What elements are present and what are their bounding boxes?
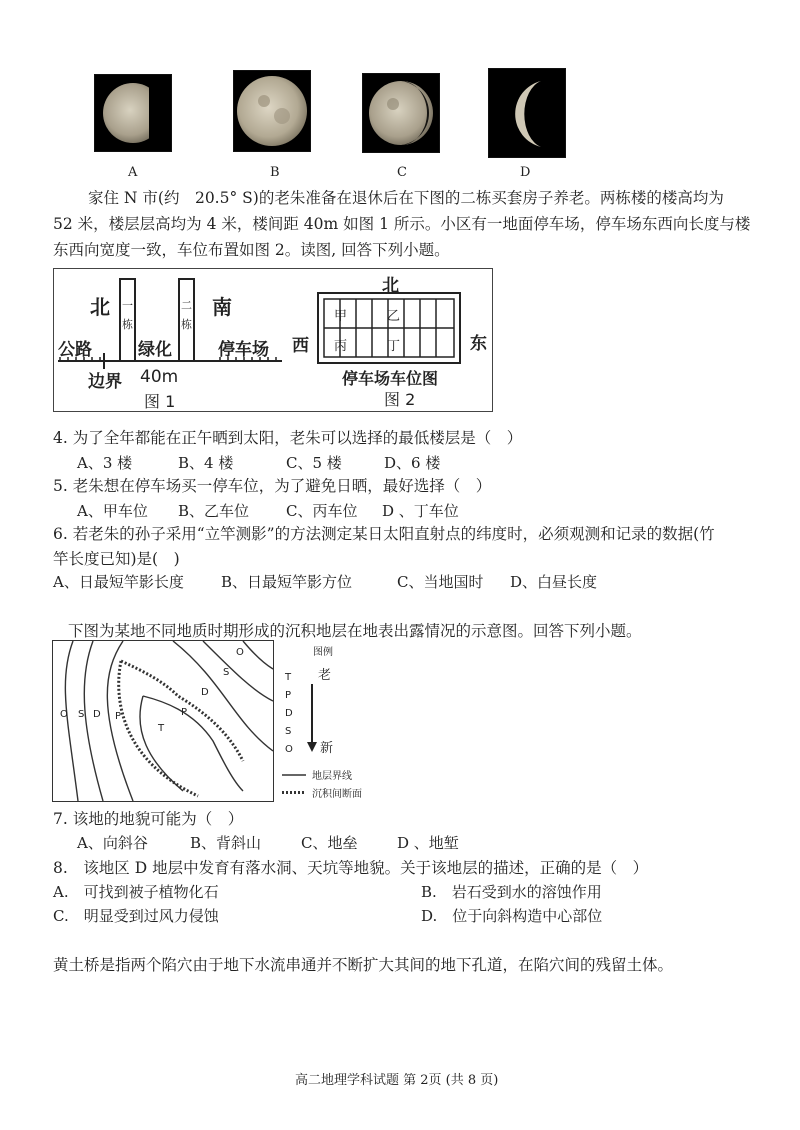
q8-option-a[interactable]: A. 可找到被子植物化石 xyxy=(53,883,219,901)
legend-seq-s: S xyxy=(285,726,292,737)
fig1-building1-char1: 一 xyxy=(122,299,133,312)
geomap-letter-p-left: P xyxy=(115,711,122,722)
q8-stem: 8. 该地区 D 地层中发育有落水洞、天坑等地貌。关于该地层的描述，正确的是（ ） xyxy=(53,859,649,877)
q4-option-c[interactable]: C、5 楼 xyxy=(286,454,342,472)
q5-option-a[interactable]: A、甲车位 xyxy=(77,502,148,520)
q8-option-b[interactable]: B. 岩石受到水的溶蚀作用 xyxy=(421,883,602,901)
fig1-road: 公路 xyxy=(58,340,92,360)
moon-photo-b xyxy=(233,70,311,152)
moon-label-c: C xyxy=(397,165,407,180)
geological-map xyxy=(52,640,274,802)
q8-option-c[interactable]: C. 明显受到过风力侵蚀 xyxy=(53,907,219,925)
fig1-building2-char2: 栋 xyxy=(181,318,192,331)
geomap-letter-d-mid: D xyxy=(201,687,209,698)
fig2-slot-ding: 丁 xyxy=(387,339,401,354)
q7-stem: 7. 该地的地貌可能为（ ） xyxy=(53,810,244,828)
fig1-boundary: 边界 xyxy=(88,372,122,392)
legend-unconformity-line xyxy=(282,790,306,795)
legend-title: 图例 xyxy=(313,647,333,658)
fig1-north: 北 xyxy=(90,295,110,319)
passage3-text: 黄土桥是指两个陷穴由于地下水流串通并不断扩大其间的地下孔道，在陷穴间的残留土体。 xyxy=(53,956,674,974)
figure-frame xyxy=(53,268,493,412)
legend-boundary-line xyxy=(282,773,306,777)
moon-label-b: B xyxy=(270,165,280,180)
fig1-building1-char2: 栋 xyxy=(122,318,133,331)
legend-seq-d: D xyxy=(285,708,293,719)
q6-stem-line2: 竿长度已知)是( ) xyxy=(53,550,180,568)
legend-new: 新 xyxy=(320,741,334,756)
fig2-east: 东 xyxy=(470,334,487,354)
q4-stem: 4. 为了全年都能在正午晒到太阳，老朱可以选择的最低楼层是（ ） xyxy=(53,429,523,447)
fig2-slot-bing: 丙 xyxy=(334,339,348,354)
page-footer: 高二地理学科试题 第 2页 (共 8 页) xyxy=(295,1073,499,1088)
q7-option-d[interactable]: D 、地堑 xyxy=(397,834,459,852)
fig2-west: 西 xyxy=(292,336,309,356)
fig2-slot-jia: 甲 xyxy=(334,309,348,324)
q4-option-d[interactable]: D、6 楼 xyxy=(384,454,441,472)
geomap-letter-s-top: S xyxy=(223,667,230,678)
geomap-letter-s-left: S xyxy=(78,709,85,720)
moon-label-d: D xyxy=(520,165,531,180)
legend-seq-p: P xyxy=(285,690,292,701)
fig1-green: 绿化 xyxy=(138,340,172,360)
moon-label-a: A xyxy=(128,165,138,180)
q6-option-c[interactable]: C、当地国时 xyxy=(397,573,484,591)
fig1-building2-char1: 二 xyxy=(181,299,192,312)
passage1-line2: 52 米，楼层层高均为 4 米，楼间距 40m 如图 1 所示。小区有一地面停车场，停车场东西向长度与楼 xyxy=(53,215,751,233)
geomap-letter-d-left: D xyxy=(93,709,101,720)
geomap-letter-p-mid: P xyxy=(181,707,188,718)
q4-option-b[interactable]: B、4 楼 xyxy=(178,454,234,472)
legend-seq-t: T xyxy=(285,672,292,683)
passage1-line3: 东西向宽度一致，车位布置如图 2。读图, 回答下列小题。 xyxy=(53,241,450,259)
q5-option-c[interactable]: C、丙车位 xyxy=(286,502,358,520)
fig2-north: 北 xyxy=(382,276,399,296)
fig1-parking: 停车场 xyxy=(218,340,269,360)
legend-old: 老 xyxy=(318,668,332,683)
passage1-line1: 家住 N 市(约 20.5° S)的老朱准备在退休后在下图的二栋买套房子养老。两栋楼的楼高均为 xyxy=(88,189,724,207)
geomap-letter-o-left: O xyxy=(60,709,68,720)
q6-stem-line1: 6. 若老朱的孙子采用“立竿测影”的方法测定某日太阳直射点的纬度时，必须观测和记录的数据(竹 xyxy=(53,525,715,543)
fig1-distance: 40m xyxy=(140,367,179,387)
geomap-letter-t-mid: T xyxy=(158,723,165,734)
geomap-letter-o-top: O xyxy=(236,647,244,658)
q4-option-a[interactable]: A、3 楼 xyxy=(77,454,133,472)
legend-boundary-label: 地层界线 xyxy=(312,771,352,782)
q6-option-a[interactable]: A、日最短竿影长度 xyxy=(53,573,184,591)
q7-option-c[interactable]: C、地垒 xyxy=(301,834,358,852)
legend-seq-o: O xyxy=(285,744,293,755)
passage2-text: 下图为某地不同地质时期形成的沉积地层在地表出露情况的示意图。回答下列小题。 xyxy=(68,622,642,640)
q5-option-b[interactable]: B、乙车位 xyxy=(178,502,250,520)
moon-photo-d xyxy=(488,68,566,158)
fig2-title: 停车场车位图 xyxy=(342,369,439,388)
fig1-south: 南 xyxy=(212,295,232,319)
q8-option-d[interactable]: D. 位于向斜构造中心部位 xyxy=(421,907,603,925)
q7-option-b[interactable]: B、背斜山 xyxy=(190,834,262,852)
q5-stem: 5. 老朱想在停车场买一停车位，为了避免日晒，最好选择（ ） xyxy=(53,477,492,495)
q7-option-a[interactable]: A、向斜谷 xyxy=(77,834,148,852)
fig2-caption: 图 2 xyxy=(384,390,416,409)
q6-option-d[interactable]: D、白昼长度 xyxy=(510,573,598,591)
moon-photo-a xyxy=(94,74,172,152)
q6-option-b[interactable]: B、日最短竿影方位 xyxy=(221,573,353,591)
moon-photo-c xyxy=(362,73,440,153)
q5-option-d[interactable]: D 、丁车位 xyxy=(382,502,459,520)
legend-unconformity-label: 沉积间断面 xyxy=(312,789,362,800)
fig1-caption: 图 1 xyxy=(144,392,176,411)
legend-arrow xyxy=(306,684,318,754)
fig2-slot-yi: 乙 xyxy=(387,309,401,324)
